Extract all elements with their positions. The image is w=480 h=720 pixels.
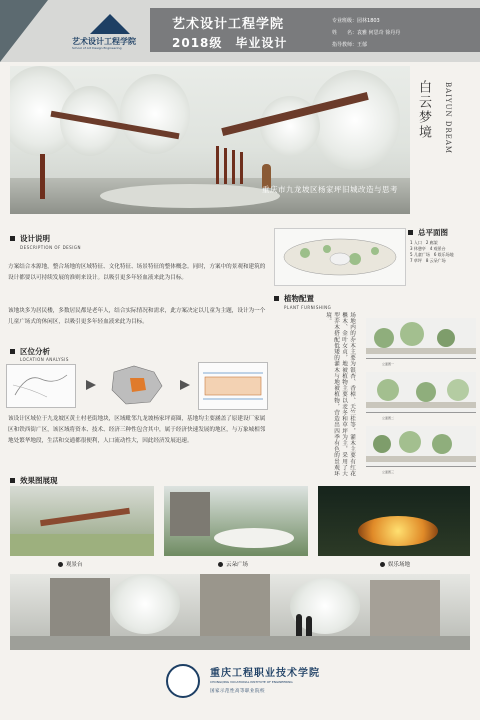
arrow-right-icon [86,380,96,390]
location-title: 区位分析 [20,347,50,356]
info-row-class: 专业班级：园林1803 [332,18,380,24]
elevation-3 [366,426,476,467]
legend-item: 1 入口 2 廊架 [410,240,438,245]
effect-title: 效果图展现 [20,476,58,485]
tree [110,574,180,634]
person-figure [306,616,312,636]
site-plan-image [274,228,406,286]
legend-item: 5 儿童广场 6 娱乐场地 [410,252,454,257]
school-emblem-icon [166,664,200,698]
caption-dot-icon [218,562,223,567]
lit-play-structure [358,516,438,546]
cloud-plaza-floor [214,528,294,548]
elevation-drawing [366,426,476,464]
design-title: 设计说明 [20,234,50,243]
elevation-drawing [366,372,476,410]
plant-title: 植物配置 [284,294,314,303]
platform-deck [40,508,130,526]
location-map-site [198,362,268,410]
school-name-cn: 重庆工程职业技术学院 [210,668,320,679]
legend-item: 3 休憩亭 4 观景台 [410,246,446,251]
post [216,146,219,184]
post [224,148,227,184]
location-map-district [104,362,168,408]
plaza [100,184,280,208]
bullet-icon [274,296,279,301]
design-paragraph-1: 方案结合本源地，整合场地的区域特征、文化特征、场景特征的整体概念。同时，方案中的景观和建筑的设计都要以可持续发展的准则来设计。以吸引更多年轻血液来此为目标。 [8,264,266,281]
building [370,580,440,640]
plant-subtitle: PLANT FURNISHING [284,305,332,310]
building [50,578,110,640]
building [200,574,270,640]
caption-dot-icon [380,562,385,567]
effect-caption-3: 娱乐场地 [388,562,411,568]
school-tagline: 国家示范性高等职业院校 [210,689,265,694]
tree [310,70,400,170]
effect-image-cloud-plaza [164,486,308,556]
logo-mark-icon [90,14,130,34]
lawn [10,534,154,556]
effect-caption-2: 云朵广场 [226,562,249,568]
elevation-drawing [366,318,476,356]
elevation-label: 立面图一 [382,362,395,366]
site-map-icon [199,363,267,409]
legend-item: 7 草坪 8 云朵广场 [410,258,446,263]
effect-image-play-area [318,486,470,556]
road [10,636,470,650]
post [240,152,243,184]
city-map-icon [7,365,75,407]
info-row-name: 姓 名：袁雅 何思奇 徐丹丹 [332,30,401,36]
page-subtitle: 2018级 毕业设计 [172,36,288,50]
logo-subtext: School of Art Design Engineering [72,46,122,50]
header [0,0,480,62]
location-subtitle: LOCATION ANALYSIS [20,357,69,362]
bullet-icon [408,230,413,235]
design-paragraph-2: 该地块多为居民楼，多数居民都是老年人，结合实际情况和需求，此方案决定以儿童为主题，设计为一个儿童广场式的休闲区，以吸引更多年轻血液来此为目标。 [8,308,266,325]
elevation-label: 立面图二 [382,416,395,420]
logo-text: 艺术设计工程学院 [72,37,136,46]
person-figure [296,614,302,636]
plant-text: 场地内的乔木主要为银杏、香樟、天竺桂等，灌木主要有红花檵木、金叶女贞，地被植物主要以麦冬和草坪为主，采用了大型乔木搭配低矮的灌木与地被植物，营造出四季有色的景观环境。 [325,312,355,477]
elevation-1 [366,318,476,359]
school-name-en: CHONGQING VOCATIONAL INSTITUTE OF ENGINEERING [210,680,293,684]
bullet-icon [10,478,15,483]
design-subtitle: DESCRIPTION OF DESIGN [20,245,81,250]
location-text: 该设计区域位于九龙坡区黄土村老街地块，区域毗邻九龙坡杨家坪商圈，基地均主要涵盖了原建设厂家属区和铁西街广区，该区域将资本、技术、经济三种性包含其中，属于经济快速发展的地区，与万象城相邻地处繁华地段，生活和交通都很便利，人口流动性大，因此经济发展迅速。 [8,416,266,444]
street-render-image [10,574,470,650]
header-corner-decoration [0,0,48,62]
caption-dot-icon [58,562,63,567]
project-title-en: BAIYUN DREAM [444,82,452,155]
site-plan-drawing [275,229,405,285]
post [40,154,45,199]
post [232,150,235,184]
plan-legend [410,240,476,264]
building [170,492,210,536]
location-map-city [6,364,76,408]
college-logo [72,14,150,52]
hero-caption: 重庆市九龙坡区杨家坪旧城改造与思考 [262,185,398,194]
info-row-teacher: 指导教师：王郁 [332,42,368,48]
effect-caption-1: 观景台 [66,562,83,568]
effect-image-viewing-platform [10,486,154,556]
arrow-right-icon [180,380,190,390]
tree [120,74,190,154]
elevation-2 [366,372,476,413]
elevation-label: 立面图三 [382,470,395,474]
district-map-icon [104,362,168,408]
plan-title: 总平面图 [418,228,448,237]
project-title [414,80,476,170]
bullet-icon [10,236,15,241]
bullet-icon [10,349,15,354]
project-title-cn: 白云梦境 [416,80,431,140]
page-title: 艺术设计工程学院 [172,17,285,32]
